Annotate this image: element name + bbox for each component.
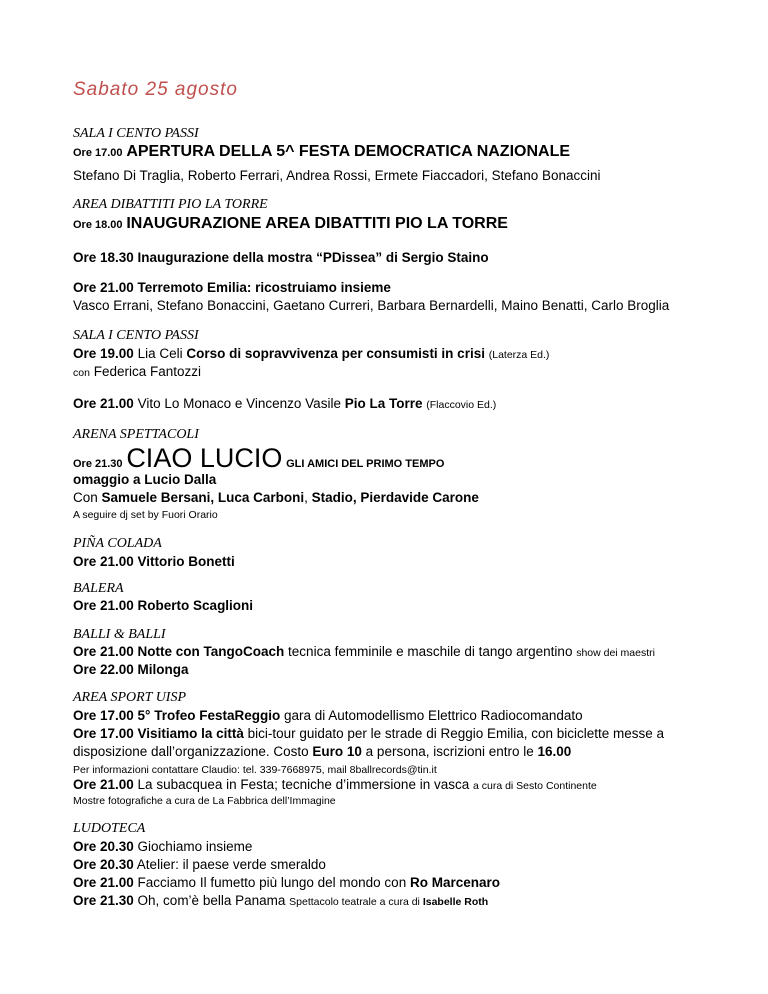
event-line: Ore 21.00 Terremoto Emilia: ricostruiamo insieme — [73, 280, 391, 295]
event-line: Ore 21.00 La subacquea in Festa; tecniche d’immersione in vasca a cura di Sesto Continente — [73, 777, 597, 792]
speakers-line: Stefano Di Traglia, Roberto Ferrari, Andrea Rossi, Ermete Fiaccadori, Stefano Bonaccini — [73, 168, 601, 183]
event-line: omaggio a Lucio Dalla — [73, 472, 217, 487]
section-title: ARENA SPETTACOLI — [73, 427, 199, 442]
event-line: Ore 17.00 Visitiamo la città bici-tour guidato per le strade di Reggio Emilia, con biciclette messe a disposizione dall’organizzazione. Costo Euro 10 a persona, iscrizioni entro le 16.00 — [73, 726, 665, 759]
event-line: Ore 21.00 Vittorio Bonetti — [73, 554, 235, 569]
event-line: Ore 17.00 5° Trofeo FestaReggio gara di Automodellismo Elettrico Radiocomandato — [73, 708, 583, 723]
event-line: Ore 21.00 Facciamo Il fumetto più lungo del mondo con Ro Marcenaro — [73, 875, 500, 890]
section-title: AREA DIBATTITI PIO LA TORRE — [73, 197, 268, 212]
event-line: Ore 20.30 Atelier: il paese verde smeraldo — [73, 857, 326, 872]
event-line: Con Samuele Bersani, Luca Carboni, Stadio, Pierdavide Carone — [73, 490, 479, 505]
section-title: SALA I CENTO PASSI — [73, 328, 199, 343]
event-line: Ore 21.00 Notte con TangoCoach tecnica femminile e maschile di tango argentino show dei maestri — [73, 644, 655, 659]
event-line: Ore 21.30 Oh, com’è bella Panama Spettacolo teatrale a cura di Isabelle Roth — [73, 893, 489, 908]
date-title: Sabato 25 agosto — [73, 79, 238, 100]
event-line: Ore 18.30 Inaugurazione della mostra “PDissea” di Sergio Staino — [73, 250, 489, 265]
event-line: Ore 18.00 INAUGURAZIONE AREA DIBATTITI PIO LA TORRE — [73, 215, 508, 232]
event-line: Ore 17.00 APERTURA DELLA 5^ FESTA DEMOCRATICA NAZIONALE — [73, 143, 571, 160]
event-note: Mostre fotografiche a cura de La Fabbrica dell’Immagine — [73, 795, 336, 807]
event-line: Ore 21.00 Roberto Scaglioni — [73, 598, 254, 613]
event-note: Per informazioni contattare Claudio: tel. 339-7668975, mail 8ballrecords@tin.it — [73, 764, 437, 776]
event-line: Ore 22.00 Milonga — [73, 662, 189, 677]
section-title: BALERA — [73, 581, 124, 596]
event-line: Ore 19.00 Lia Celi Corso di sopravvivenza per consumisti in crisi (Laterza Ed.) — [73, 346, 550, 361]
event-line: con Federica Fantozzi — [73, 364, 201, 379]
section-title: LUDOTECA — [73, 821, 146, 836]
section-title: PIÑA COLADA — [73, 536, 162, 551]
event-line: Ore 21.00 Vito Lo Monaco e Vincenzo Vasile Pio La Torre (Flaccovio Ed.) — [73, 396, 497, 411]
section-title: AREA SPORT UISP — [73, 690, 187, 705]
section-title: SALA I CENTO PASSI — [73, 126, 199, 141]
event-line: Ore 21.30 CIAO LUCIO GLI AMICI DEL PRIMO TEMPO — [73, 443, 445, 473]
speakers-line: Vasco Errani, Stefano Bonaccini, Gaetano Curreri, Barbara Bernardelli, Maino Benatti, Carlo Broglia — [73, 298, 670, 313]
event-note: A seguire dj set by Fuori Orario — [73, 509, 218, 521]
event-line: Ore 20.30 Giochiamo insieme — [73, 839, 253, 854]
section-title: BALLI & BALLI — [73, 627, 166, 642]
